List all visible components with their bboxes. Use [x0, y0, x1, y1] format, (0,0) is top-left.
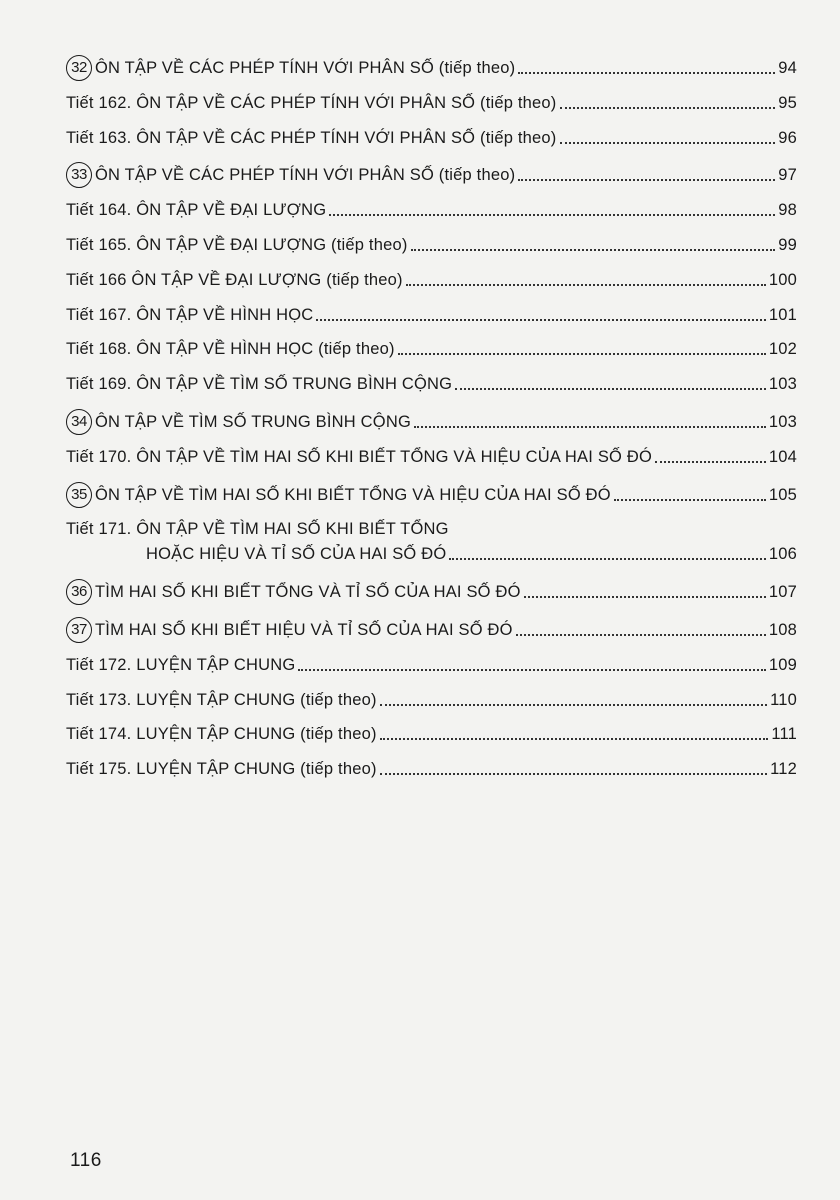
page-ref: 106 [768, 545, 797, 564]
dot-leader [614, 499, 766, 501]
toc-entry [66, 655, 797, 675]
lesson-title: LUYỆN TẬP CHUNG (tiếp theo) [136, 725, 377, 744]
toc-entry [66, 617, 797, 640]
lesson-number: Tiết 165. [66, 235, 132, 254]
unit-number-circle: 33 [66, 162, 92, 188]
unit-number-circle: 34 [66, 409, 92, 435]
lesson-number: Tiết 163. [66, 128, 132, 147]
dot-leader [406, 284, 766, 286]
lesson-number: Tiết 170. [66, 447, 132, 466]
dot-leader [516, 634, 766, 636]
dot-leader [380, 773, 767, 775]
page-ref: 99 [778, 235, 797, 254]
toc-entry [66, 200, 797, 220]
lesson-title-continued: HOẶC HIỆU VÀ TỈ SỐ CỦA HAI SỐ ĐÓ [146, 545, 447, 564]
lesson-title: ÔN TẬP VỀ CÁC PHÉP TÍNH VỚI PHÂN SỐ (tiếp theo) [136, 128, 557, 147]
lesson-title: ÔN TẬP VỀ CÁC PHÉP TÍNH VỚI PHÂN SỐ (tiếp theo) [95, 166, 516, 185]
lesson-title: ÔN TẬP VỀ ĐẠI LƯỢNG (tiếp theo) [136, 235, 408, 254]
dot-leader [560, 142, 776, 144]
lesson-title: ÔN TẬP VỀ CÁC PHÉP TÍNH VỚI PHÂN SỐ (tiếp theo) [95, 59, 516, 77]
dot-leader [298, 669, 765, 671]
lesson-title: ÔN TẬP VỀ TÌM HAI SỐ KHI BIẾT TỔNG VÀ HIỆU CỦA HAI SỐ ĐÓ [136, 447, 652, 466]
page-ref: 103 [768, 412, 797, 431]
dot-leader [398, 353, 766, 355]
page-ref: 102 [768, 340, 797, 359]
toc-entry [66, 447, 797, 467]
lesson-title: ÔN TẬP VỀ TÌM SỐ TRUNG BÌNH CỘNG [136, 375, 453, 394]
page-ref: 112 [770, 760, 797, 779]
toc-entry [66, 93, 797, 113]
lesson-number: Tiết 175. [66, 760, 132, 779]
dot-leader [316, 319, 765, 321]
toc-entry [66, 690, 797, 710]
toc-entry [66, 339, 797, 359]
unit-number-circle: 37 [66, 617, 92, 643]
unit-number-circle: 35 [66, 482, 92, 508]
page-ref: 98 [778, 201, 797, 220]
page-ref: 105 [768, 485, 797, 504]
lesson-title: ÔN TẬP VỀ ĐẠI LƯỢNG (tiếp theo) [131, 270, 403, 289]
lesson-number: Tiết 171. [66, 520, 132, 539]
toc-entry [66, 270, 797, 290]
toc-entry [66, 409, 797, 432]
page-ref: 101 [768, 305, 797, 324]
toc-entry [66, 482, 797, 505]
dot-leader [411, 249, 776, 251]
page-ref: 95 [778, 93, 797, 112]
unit-number-circle: 36 [66, 579, 92, 605]
lesson-title: LUYỆN TẬP CHUNG (tiếp theo) [136, 760, 377, 779]
toc-entry [66, 128, 797, 148]
dot-leader [518, 72, 775, 74]
lesson-number: Tiết 166 [66, 270, 127, 289]
dot-leader [449, 558, 765, 560]
toc-entry [66, 519, 797, 564]
toc-entry-line [66, 544, 797, 564]
toc-entry [66, 579, 797, 602]
dot-leader [655, 461, 766, 463]
dot-leader [414, 426, 766, 428]
unit-number-circle: 32 [66, 55, 92, 81]
lesson-number: Tiết 164. [66, 201, 132, 220]
toc-entry [66, 162, 797, 185]
dot-leader [380, 704, 767, 706]
page-ref: 109 [768, 655, 797, 674]
lesson-title: LUYỆN TẬP CHUNG (tiếp theo) [136, 690, 377, 709]
page-ref: 111 [771, 725, 797, 744]
page-number: 116 [70, 1150, 102, 1171]
page-ref: 103 [768, 375, 797, 394]
lesson-number: Tiết 169. [66, 375, 132, 394]
lesson-number: Tiết 162. [66, 93, 132, 112]
page-ref: 107 [768, 583, 797, 602]
page-ref: 110 [770, 690, 797, 709]
page-ref: 108 [768, 620, 797, 639]
lesson-title: ÔN TẬP VỀ HÌNH HỌC [136, 305, 314, 324]
toc-entry [66, 235, 797, 255]
page-ref: 100 [768, 270, 797, 289]
lesson-title: TÌM HAI SỐ KHI BIẾT TỔNG VÀ TỈ SỐ CỦA HAI SỐ ĐÓ [95, 583, 521, 602]
dot-leader [380, 738, 769, 740]
toc-entry-line [66, 519, 797, 539]
toc-entry [66, 55, 797, 78]
lesson-title: ÔN TẬP VỀ HÌNH HỌC (tiếp theo) [136, 340, 395, 359]
dot-leader [560, 107, 776, 109]
page-ref: 96 [778, 128, 797, 147]
dot-leader [455, 388, 766, 390]
table-of-contents [66, 55, 797, 794]
lesson-title: ÔN TẬP VỀ ĐẠI LƯỢNG [136, 201, 327, 220]
lesson-number: Tiết 168. [66, 340, 132, 359]
lesson-title: TÌM HAI SỐ KHI BIẾT HIỆU VÀ TỈ SỐ CỦA HAI SỐ ĐÓ [95, 620, 513, 639]
lesson-title: ÔN TẬP VỀ TÌM HAI SỐ KHI BIẾT TỔNG VÀ HIỆU CỦA HAI SỐ ĐÓ [95, 485, 611, 504]
lesson-number: Tiết 172. [66, 655, 132, 674]
dot-leader [524, 596, 766, 598]
page-ref: 97 [778, 166, 797, 185]
toc-entry [66, 374, 797, 394]
lesson-title: ÔN TẬP VỀ TÌM HAI SỐ KHI BIẾT TỔNG [136, 520, 449, 539]
page-ref: 104 [768, 447, 797, 466]
lesson-title: ÔN TẬP VỀ CÁC PHÉP TÍNH VỚI PHÂN SỐ (tiếp theo) [136, 93, 557, 112]
lesson-number: Tiết 174. [66, 725, 132, 744]
lesson-number: Tiết 173. [66, 690, 132, 709]
toc-entry [66, 724, 797, 744]
lesson-title: LUYỆN TẬP CHUNG [136, 655, 296, 674]
lesson-number: Tiết 167. [66, 305, 132, 324]
dot-leader [329, 214, 775, 216]
page-ref: 94 [778, 59, 797, 77]
dot-leader [518, 179, 775, 181]
toc-entry [66, 759, 797, 779]
toc-entry [66, 305, 797, 325]
lesson-title: ÔN TẬP VỀ TÌM SỐ TRUNG BÌNH CỘNG [95, 412, 411, 431]
